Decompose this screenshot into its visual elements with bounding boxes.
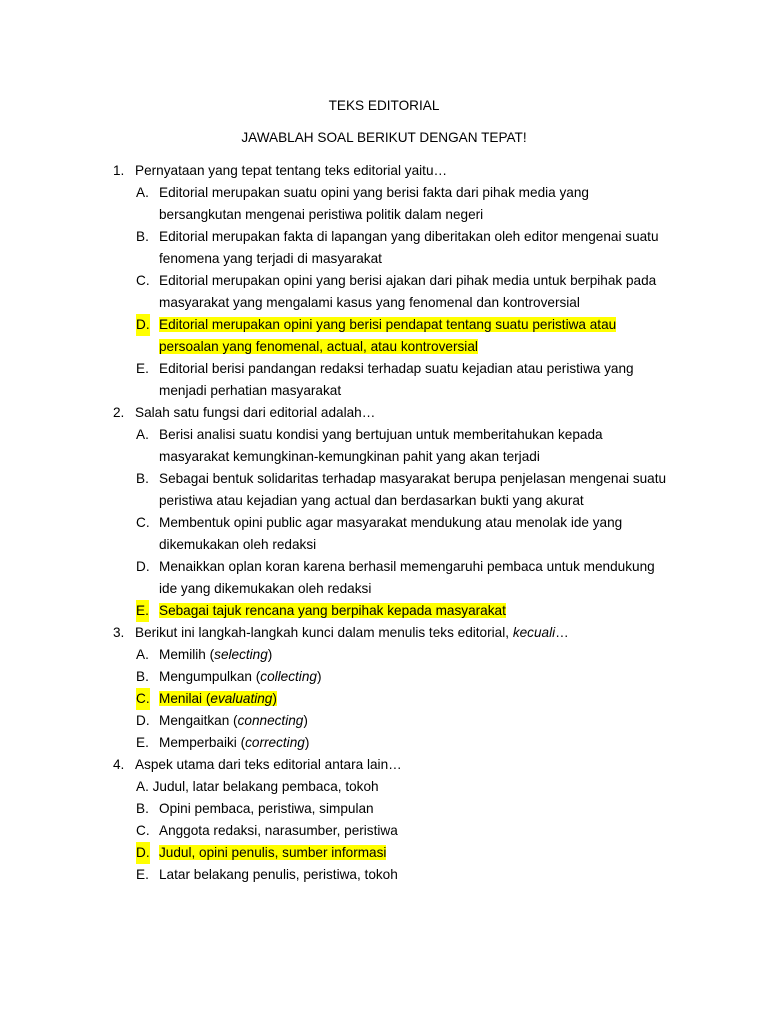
option-letter: A. [136, 185, 149, 200]
question-text: Salah satu fungsi dari editorial adalah… [135, 405, 376, 420]
option-text: Editorial berisi pandangan redaksi terhadap suatu kejadian atau peristiwa yang menjadi perhatian masyarakat [159, 361, 634, 398]
option-4d-highlighted [136, 842, 673, 864]
option-4e [136, 864, 673, 886]
question-number: 1. [113, 163, 125, 178]
option-text: Menilai (evaluating) [159, 691, 277, 706]
option-term: collecting [260, 669, 317, 684]
question-number: 2. [113, 405, 125, 420]
question-text-main: Berikut ini langkah-langkah kunci dalam menulis teks editorial, [135, 625, 513, 640]
option-3d [136, 710, 673, 732]
option-text: Editorial merupakan fakta di lapangan yang diberitakan oleh editor mengenai suatu fenomena yang terjadi di masyarakat [159, 229, 659, 266]
option-letter: E. [136, 361, 149, 376]
document-title: TEKS EDITORIAL [328, 98, 440, 113]
option-letter: C. [136, 273, 150, 288]
option-term: selecting [214, 647, 268, 662]
option-word: Memperbaiki [159, 735, 237, 750]
question-4 [113, 754, 673, 776]
question-3-options [113, 644, 673, 754]
option-letter: E. [136, 867, 149, 882]
option-letter: C. [136, 515, 150, 530]
question-text: Aspek utama dari teks editorial antara lain… [135, 757, 402, 772]
option-text: Mengaitkan (connecting) [159, 713, 308, 728]
option-1b [136, 226, 673, 270]
option-1d-highlighted [136, 314, 673, 358]
option-letter: D. [136, 559, 150, 574]
option-3e [136, 732, 673, 754]
option-4b [136, 798, 673, 820]
question-1 [113, 160, 673, 182]
option-letter: D. [136, 842, 150, 864]
question-text [135, 625, 569, 640]
option-term: connecting [237, 713, 304, 728]
question-2-options [113, 424, 673, 622]
question-number: 3. [113, 625, 125, 640]
option-text: Latar belakang penulis, peristiwa, tokoh [159, 867, 398, 882]
option-text: Menaikkan oplan koran karena berhasil memengaruhi pembaca untuk mendukung ide yang dikemukakan oleh redaksi [159, 559, 655, 596]
question-list [113, 160, 673, 886]
option-2c [136, 512, 673, 556]
option-4a [136, 776, 673, 798]
option-3c-highlighted [136, 688, 673, 710]
option-letter: E. [136, 600, 149, 622]
option-2e-highlighted [136, 600, 673, 622]
option-letter: A. [136, 647, 149, 662]
option-text: Editorial merupakan suatu opini yang berisi fakta dari pihak media yang bersangkutan mengenai peristiwa politik dalam negeri [159, 185, 589, 222]
option-word: Mengaitkan [159, 713, 230, 728]
option-text: Mengumpulkan (collecting) [159, 669, 322, 684]
option-text: Anggota redaksi, narasumber, peristiwa [159, 823, 398, 838]
option-2a [136, 424, 673, 468]
option-letter: C. [136, 823, 150, 838]
option-1c [136, 270, 673, 314]
option-text: Editorial merupakan opini yang berisi ajakan dari pihak media untuk berpihak pada masyarakat yang mengalami kasus yang fenomenal dan kontroversial [159, 273, 657, 310]
option-text: Memilih (selecting) [159, 647, 273, 662]
option-text: Sebagai bentuk solidaritas terhadap masyarakat berupa penjelasan mengenai suatu peristiwa atau kejadian yang actual dan berdasarkan bukti yang akurat [159, 471, 667, 508]
option-1e [136, 358, 673, 402]
option-letter: A. [136, 779, 149, 794]
question-1-options [113, 182, 673, 402]
option-text: Memperbaiki (correcting) [159, 735, 310, 750]
option-term: correcting [245, 735, 305, 750]
instruction-heading: JAWABLAH SOAL BERIKUT DENGAN TEPAT! [241, 130, 527, 145]
question-text-ellipsis: … [555, 625, 569, 640]
option-2b [136, 468, 673, 512]
option-2d [136, 556, 673, 600]
question-text-emphasis: kecuali [512, 625, 556, 640]
question-number: 4. [113, 757, 125, 772]
option-letter: A. [136, 427, 149, 442]
option-3b [136, 666, 673, 688]
option-letter: C. [136, 688, 150, 710]
option-letter: B. [136, 229, 149, 244]
option-letter: B. [136, 471, 149, 486]
question-3 [113, 622, 673, 644]
option-4c [136, 820, 673, 842]
option-letter: B. [136, 801, 149, 816]
option-text: Opini pembaca, peristiwa, simpulan [159, 801, 374, 816]
option-1a [136, 182, 673, 226]
option-letter: D. [136, 713, 150, 728]
question-text: Pernyataan yang tepat tentang teks editorial yaitu… [135, 163, 448, 178]
option-term: evaluating [210, 691, 273, 706]
option-text: Berisi analisi suatu kondisi yang bertujuan untuk memberitahukan kepada masyarakat kemungkinan-kemungkinan pahit yang akan terjadi [159, 427, 603, 464]
option-text: Judul, latar belakang pembaca, tokoh [152, 779, 379, 794]
question-2 [113, 402, 673, 424]
question-4-options [113, 776, 673, 886]
option-word: Memilih [159, 647, 206, 662]
option-letter: E. [136, 735, 149, 750]
option-text: Sebagai tajuk rencana yang berpihak kepada masyarakat [159, 603, 506, 618]
option-text: Judul, opini penulis, sumber informasi [159, 845, 387, 860]
option-letter: D. [136, 314, 150, 336]
option-text: Editorial merupakan opini yang berisi pendapat tentang suatu peristiwa atau persoalan yang fenomenal, actual, atau kontroversial [159, 317, 617, 354]
option-word: Mengumpulkan [159, 669, 252, 684]
option-word: Menilai [159, 691, 203, 706]
option-3a [136, 644, 673, 666]
option-letter: B. [136, 669, 149, 684]
option-text: Membentuk opini public agar masyarakat mendukung atau menolak ide yang dikemukakan oleh redaksi [159, 515, 623, 552]
